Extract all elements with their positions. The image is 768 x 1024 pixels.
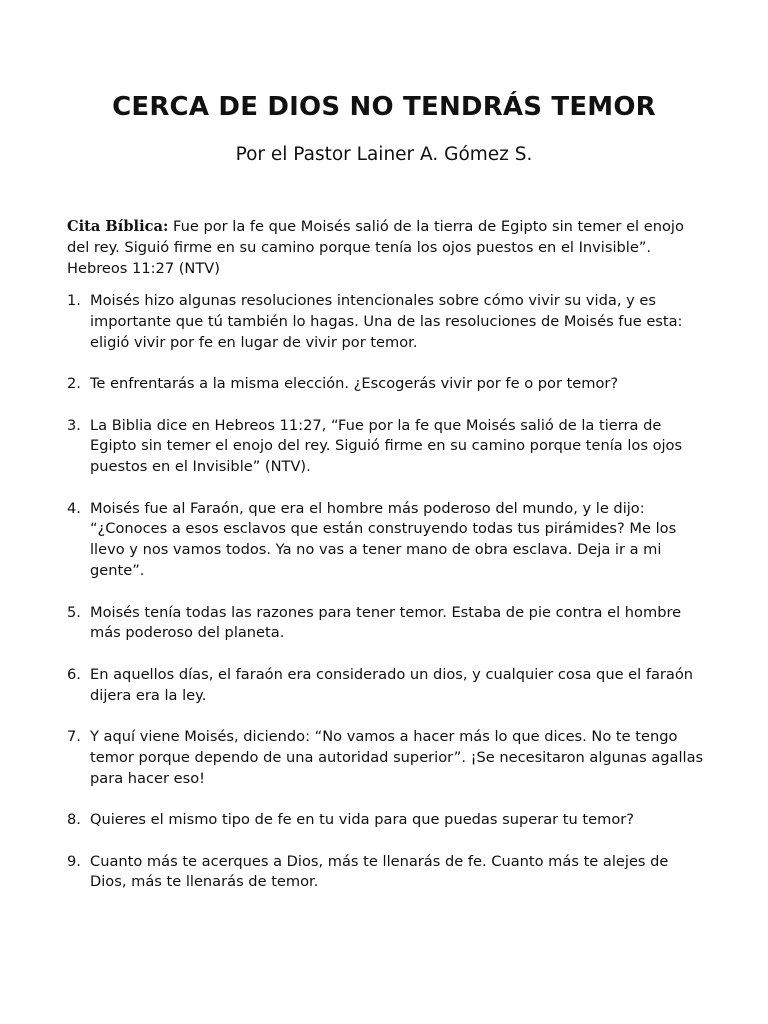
list-item [67,499,707,582]
list-item-text: Moisés hizo algunas resoluciones intencionales sobre cómo vivir su vida, y es importante que tú también lo hagas. Una de las resoluciones de Moisés fue esta: eligió vivir por fe en lugar de vivir por temor. [90,292,683,351]
list-item-text: Quieres el mismo tipo de fe en tu vida para que puedas superar tu temor? [90,811,634,829]
list-item-number: 5. [67,603,81,621]
list-item-number: 8. [67,811,81,829]
list-item-text: Moisés fue al Faraón, que era el hombre más poderoso del mundo, y le dijo: “¿Conoces a esos esclavos que están construyendo todas tus pirámides? Me los llevo y nos vamos todos. Ya no vas a tener mano de obra esclava. Deja ir a mi gente”. [90,499,677,580]
list-item [67,374,707,395]
list-item-text: Y aquí viene Moisés, diciendo: “No vamos a hacer más lo que dices. No te tengo temor porque dependo de una autoridad superior”. ¡Se necesitaron algunas agallas para hacer eso! [90,728,704,787]
list-item [67,727,707,789]
citation-text: Fue por la fe que Moisés salió de la tierra de Egipto sin temer el enojo del rey. Siguió firme en su camino porque tenía los ojos puestos en el Invisible”. Hebreos 11:27 (NTV) [67,218,684,277]
list-item [67,665,707,707]
list-item-text: En aquellos días, el faraón era considerado un dios, y cualquier cosa que el faraón dijera era la ley. [90,665,694,704]
list-item [67,291,707,353]
list-item-number: 1. [67,292,81,309]
document-author: Por el Pastor Lainer A. Gómez S. [235,144,533,165]
citation-label: Cita Bíblica: [67,218,169,235]
list-item [67,810,707,831]
list-item-text: Cuanto más te acerques a Dios, más te llenarás de fe. Cuanto más te alejes de Dios, más te llenarás de temor. [90,852,669,891]
numbered-list [67,291,707,914]
bible-citation [67,217,707,279]
list-item-number: 9. [67,852,81,870]
list-item-number: 7. [67,728,81,746]
list-item-text: La Biblia dice en Hebreos 11:27, “Fue por la fe que Moisés salió de la tierra de Egipto sin temer el enojo del rey. Siguió firme en su camino porque tenía los ojos puestos en el Invisible” (NTV). [90,416,683,476]
list-item [67,852,707,894]
list-item-number: 4. [67,499,81,517]
list-item-number: 2. [67,375,81,393]
list-item-text: Moisés tenía todas las razones para tener temor. Estaba de pie contra el hombre más poderoso del planeta. [90,603,682,642]
list-item-text: Te enfrentarás a la misma elección. ¿Escogerás vivir por fe o por temor? [90,375,619,393]
list-item-number: 6. [67,665,81,683]
list-item-number: 3. [67,416,81,434]
list-item [67,603,707,645]
list-item [67,416,707,478]
document-title: CERCA DE DIOS NO TENDRÁS TEMOR [112,92,656,122]
